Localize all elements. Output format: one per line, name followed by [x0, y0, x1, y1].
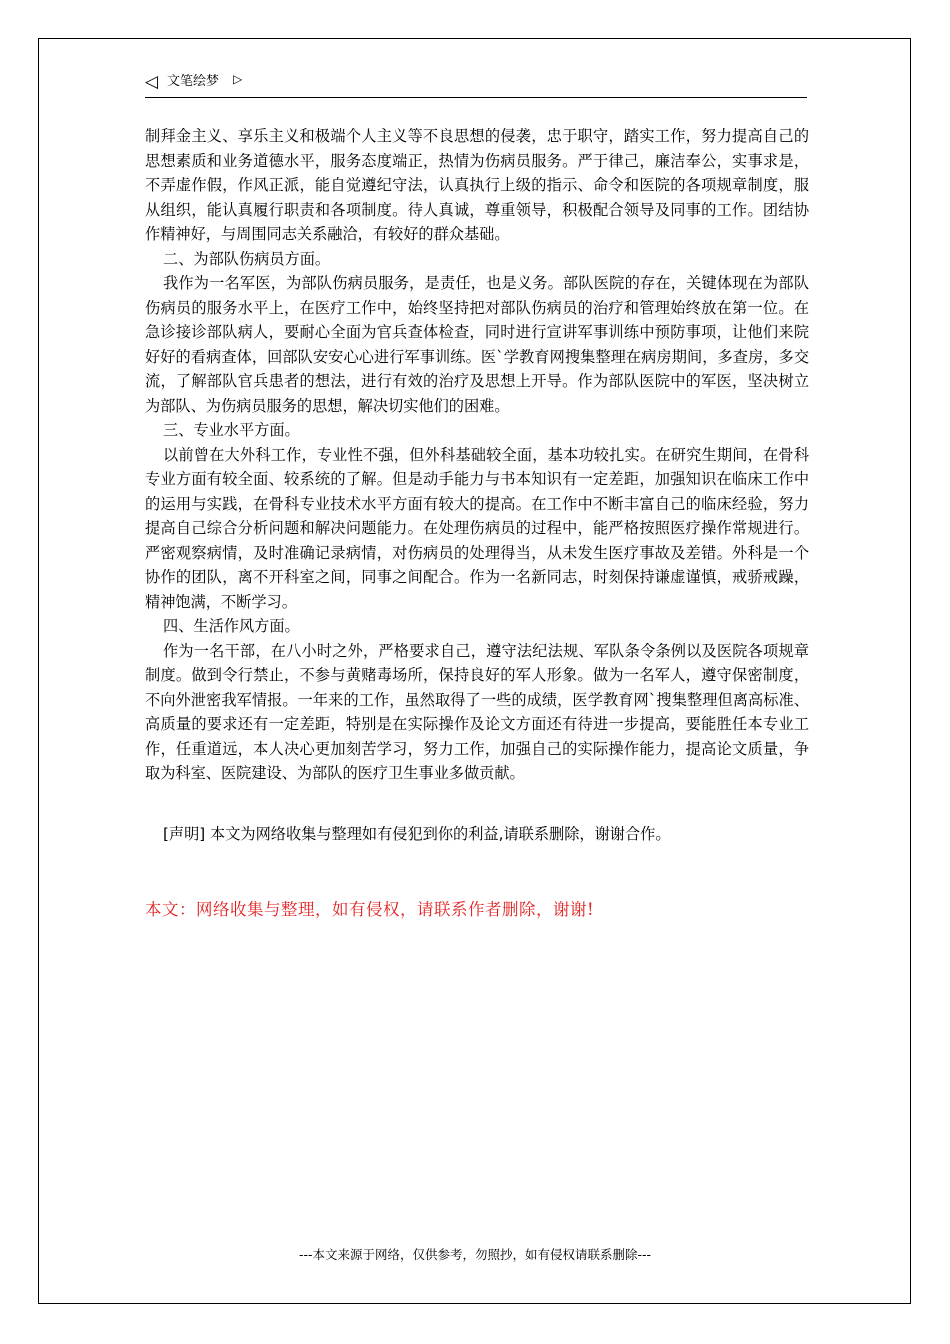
triangle-left-icon: ◁ [145, 72, 159, 92]
paragraph-lifestyle: 作为一名干部，在八小时之外，严格要求自己，遵守法纪法规、军队条令条例以及医院各项规章制度。做到令行禁止，不参与黄赌毒场所，保持良好的军人形象。做为一名军人，遵守保密制度，不向外泄密我军情报。一年来的工作，虽然取得了一些的成绩，医学教育网`搜集整理但离高标准、高质量的要求还有一定差距，特别是在实际操作及论文方面还有待进一步提高，要能胜任本专业工作，任重道远，本人决心更加刻苦学习，努力工作，加强自己的实际操作能力，提高论文质量，争取为科室、医院建设、为部队的医疗卫生事业多做贡献。 [145, 641, 809, 782]
header-title: 文笔绘梦 [167, 74, 220, 89]
declaration-note: [声明] 本文为网络收集与整理如有侵犯到你的利益,请联系删除，谢谢合作。 [163, 825, 671, 843]
triangle-right-icon: ▷ [233, 72, 243, 86]
page-footer: ---本文来源于网络，仅供参考，勿照抄，如有侵权请联系删除--- [298, 1247, 652, 1262]
section-heading-lifestyle: 四、生活作风方面。 [163, 617, 300, 635]
copyright-note-red: 本文：网络收集与整理，如有侵权，请联系作者删除，谢谢! [145, 900, 595, 919]
document-body [145, 124, 809, 786]
paragraph-professional-level: 以前曾在大外科工作，专业性不强，但外科基础较全面，基本功较扎实。在研究生期间，在骨科专业方面有较全面、较系统的了解。但是动手能力与书本知识有一定差距，加强知识在临床工作中的运用与实践，在骨科专业技术水平方面有较大的提高。在工作中不断丰富自己的临床经验，努力提高自己综合分析问题和解决问题能力。在处理伤病员的过程中，能严格按照医疗操作常规进行。严密观察病情，及时准确记录病情，对伤病员的处理得当，从未发生医疗事故及差错。外科是一个协作的团队，离不开科室之间，同事之间配合。作为一名新同志，时刻保持谦虚谨慎，戒骄戒躁，精神饱满，不断学习。 [145, 445, 809, 611]
paragraph-wounded-soldiers: 我作为一名军医，为部队伤病员服务，是责任，也是义务。部队医院的存在，关键体现在为部队伤病员的服务水平上，在医疗工作中，始终坚持把对部队伤病员的治疗和管理始终放在第一位。在急诊接诊部队病人，要耐心全面为官兵查体检查，同时进行宣讲军事训练中预防事项，让他们来院好好的看病查体，回部队安安心心进行军事训练。医`学教育网搜集整理在病房期间，多查房，多交流，了解部队官兵患者的想法，进行有效的治疗及思想上开导。作为部队医院中的军医，坚决树立为部队、为伤病员服务的思想，解决切实他们的困难。 [145, 274, 809, 415]
paragraph-continuation: 制拜金主义、享乐主义和极端个人主义等不良思想的侵袭，忠于职守，踏实工作，努力提高自己的思想素质和业务道德水平，服务态度端正，热情为伤病员服务。严于律己，廉洁奉公，实事求是，不弄虚作假，作风正派，能自觉遵纪守法，认真执行上级的指示、命令和医院的各项规章制度，服从组织，能认真履行职责和各项制度。待人真诚，尊重领导，积极配合领导及同事的工作。团结协作精神好，与周围同志关系融洽，有较好的群众基础。 [145, 127, 809, 243]
page-header [145, 72, 807, 98]
section-heading-professional-level: 三、专业水平方面。 [163, 421, 300, 439]
section-heading-wounded-soldiers: 二、为部队伤病员方面。 [163, 249, 331, 268]
